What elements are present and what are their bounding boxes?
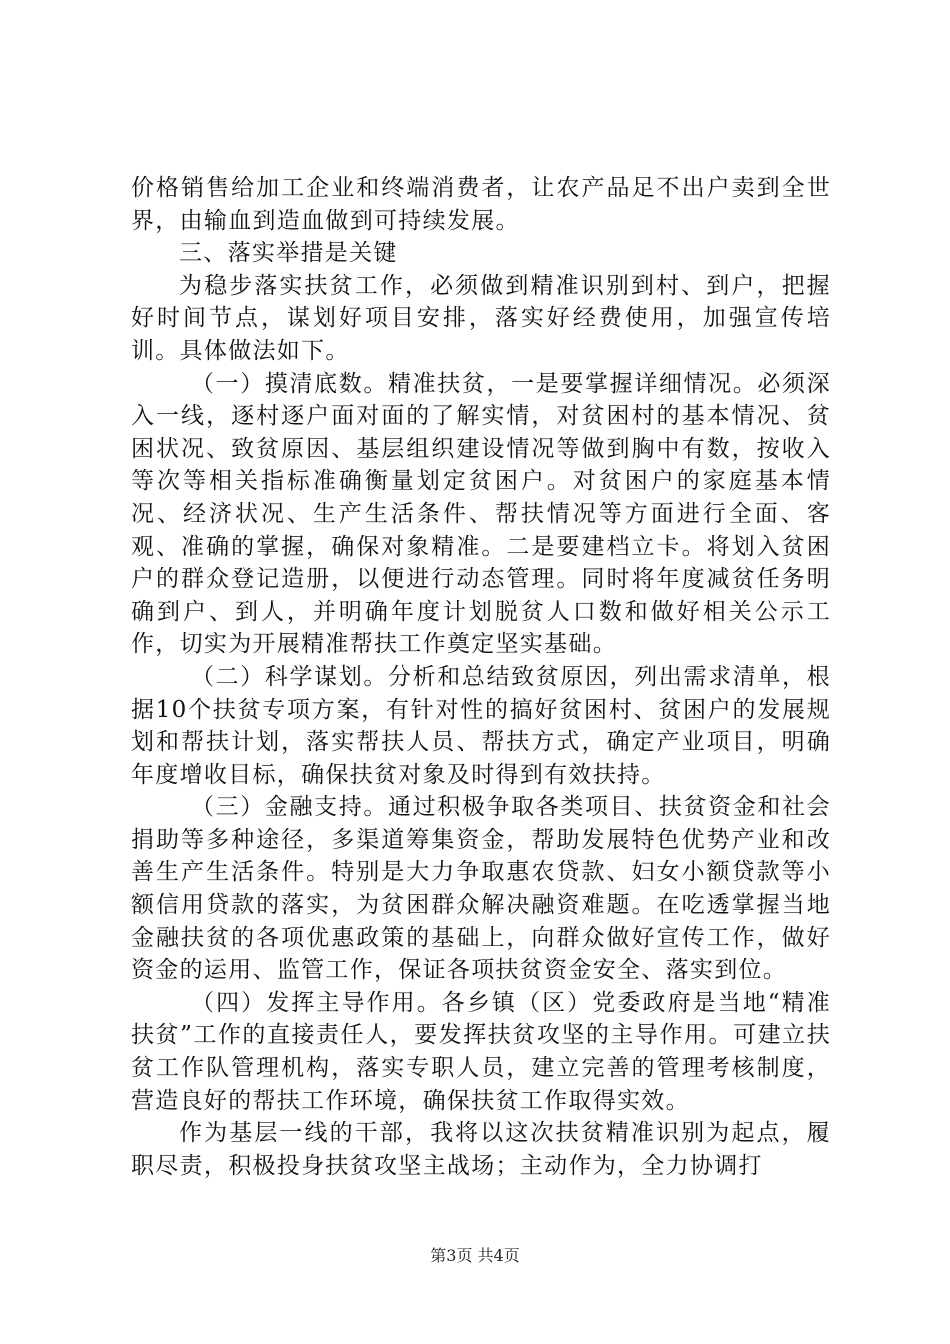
document-body [131,172,831,1182]
paragraph-item-2: （二）科学谋划。分析和总结致贫原因，列出需求清单，根据10个扶贫专项方案，有针对性的搞好贫困村、贫困户的发展规划和帮扶计划，落实帮扶人员、帮扶方式，确定产业项目，明确年度增收目标，确保扶贫对象及时得到有效扶持。 [131,663,831,788]
paragraph-closing: 作为基层一线的干部，我将以这次扶贫精准识别为起点，履职尽责，积极投身扶贫攻坚主战场；主动作为，全力协调打 [131,1120,831,1179]
paragraph-item-1: （一）摸清底数。精准扶贫，一是要掌握详细情况。必须深入一线，逐村逐户面对面的了解实情，对贫困村的基本情况、贫困状况、致贫原因、基层组织建设情况等做到胸中有数，按收入等次等相关指标准确衡量划定贫困户。对贫困户的家庭基本情况、经济状况、生产生活条件、帮扶情况等方面进行全面、客观、准确的掌握，确保对象精准。二是要建档立卡。将划入贫困户的群众登记造册，以便进行动态管理。同时将年度减贫任务明确到户、到人，并明确年度计划脱贫人口数和做好相关公示工作，切实为开展精准帮扶工作奠定坚实基础。 [131,370,831,658]
paragraph-intro: 为稳步落实扶贫工作，必须做到精准识别到村、到户，把握好时间节点，谋划好项目安排，落实好经费使用，加强宣传培训。具体做法如下。 [131,272,831,364]
paragraph-continuation: 价格销售给加工企业和终端消费者，让农产品足不出户卖到全世界，由输血到造血做到可持续发展。 [131,175,831,234]
page-footer: 第3页 共4页 [430,1246,520,1265]
section-heading: 三、落实举措是关键 [179,240,398,267]
paragraph-item-4: （四）发挥主导作用。各乡镇（区）党委政府是当地“精准扶贫”工作的直接责任人，要发挥扶贫攻坚的主导作用。可建立扶贫工作队管理机构，落实专职人员，建立完善的管理考核制度，营造良好的帮扶工作环境，确保扶贫工作取得实效。 [131,989,831,1114]
paragraph-item-3: （三）金融支持。通过积极争取各类项目、扶贫资金和社会捐助等多种途径，多渠道筹集资金，帮助发展特色优势产业和改善生产生活条件。特别是大力争取惠农贷款、妇女小额贷款等小额信用贷款的落实，为贫困群众解决融资难题。在吃透掌握当地金融扶贫的各项优惠政策的基础上，向群众做好宣传工作，做好资金的运用、监管工作，保证各项扶贫资金安全、落实到位。 [131,794,831,984]
